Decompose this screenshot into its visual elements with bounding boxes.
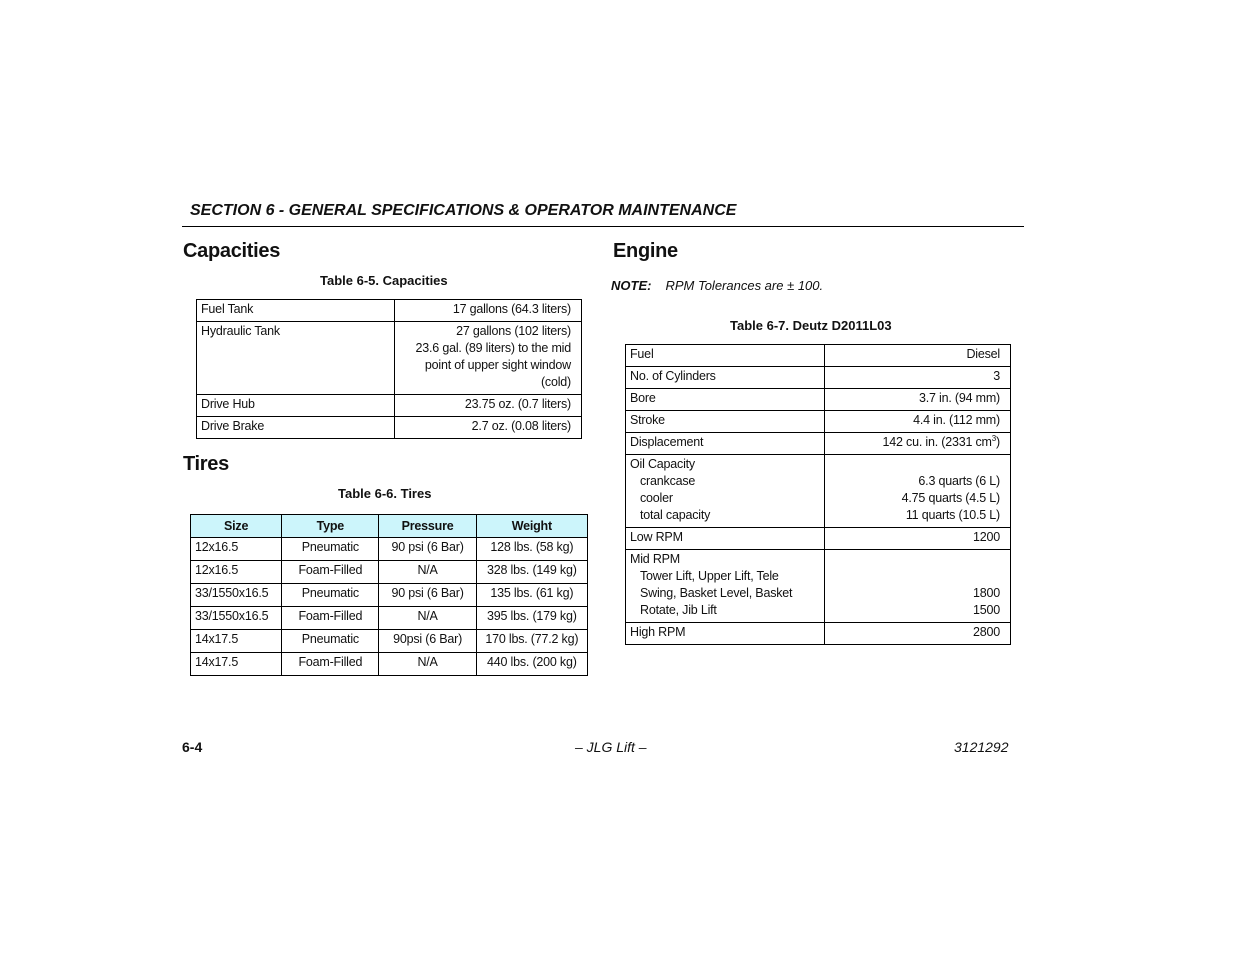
tire-pressure: 90 psi (6 Bar) xyxy=(379,584,476,607)
oil-item-label: total capacity xyxy=(640,508,711,522)
engine-spec-value xyxy=(824,550,1010,623)
table-row xyxy=(626,528,1011,550)
column-header-type: Type xyxy=(282,515,379,538)
table-row xyxy=(191,630,588,653)
mid-rpm-line: Swing, Basket Level, Basket xyxy=(640,586,793,600)
table-row xyxy=(191,653,588,676)
table-row xyxy=(191,607,588,630)
capacity-value: 17 gallons (64.3 liters) xyxy=(395,300,582,322)
tire-pressure: 90 psi (6 Bar) xyxy=(379,538,476,561)
tire-size: 33/1550x16.5 xyxy=(191,584,282,607)
engine-spec-label: Displacement xyxy=(626,433,825,455)
tire-type: Foam-Filled xyxy=(282,561,379,584)
column-header-weight: Weight xyxy=(476,515,587,538)
capacity-value xyxy=(395,322,582,395)
table-row xyxy=(197,417,582,439)
engine-spec-value xyxy=(824,455,1010,528)
engine-spec-label xyxy=(626,550,825,623)
capacity-value-line: 27 gallons (102 liters) xyxy=(456,324,571,338)
engine-spec-label: Bore xyxy=(626,389,825,411)
table-row xyxy=(626,345,1011,367)
mid-rpm-label: Mid RPM xyxy=(630,552,680,566)
table-row xyxy=(197,395,582,417)
engine-table xyxy=(625,344,1011,645)
capacities-table xyxy=(196,299,582,439)
table-row xyxy=(191,584,588,607)
displacement-suffix: ) xyxy=(996,435,1000,449)
capacity-label: Fuel Tank xyxy=(197,300,395,322)
tire-size: 14x17.5 xyxy=(191,653,282,676)
page-number: 6-4 xyxy=(182,739,203,755)
engine-spec-label: High RPM xyxy=(626,623,825,645)
table-row xyxy=(191,538,588,561)
tire-weight: 328 lbs. (149 kg) xyxy=(476,561,587,584)
tire-size: 12x16.5 xyxy=(191,538,282,561)
table-row xyxy=(191,561,588,584)
capacity-value: 23.75 oz. (0.7 liters) xyxy=(395,395,582,417)
engine-heading: Engine xyxy=(613,240,678,262)
tire-size: 12x16.5 xyxy=(191,561,282,584)
engine-spec-value: 2800 xyxy=(824,623,1010,645)
engine-spec-value: 4.4 in. (112 mm) xyxy=(824,411,1010,433)
capacities-caption: Table 6-5. Capacities xyxy=(320,273,448,288)
section-title: SECTION 6 - GENERAL SPECIFICATIONS & OPERATOR MAINTENANCE xyxy=(190,202,737,219)
table-row xyxy=(626,623,1011,645)
capacities-heading: Capacities xyxy=(183,240,281,262)
table-row xyxy=(626,455,1011,528)
mid-rpm-value: 1800 xyxy=(972,586,1000,600)
tire-type: Foam-Filled xyxy=(282,653,379,676)
tire-pressure: 90psi (6 Bar) xyxy=(379,630,476,653)
engine-caption: Table 6-7. Deutz D2011L03 xyxy=(730,318,892,333)
capacity-value: 2.7 oz. (0.08 liters) xyxy=(395,417,582,439)
tire-type: Pneumatic xyxy=(282,538,379,561)
oil-capacity-label: Oil Capacity xyxy=(630,457,695,471)
oil-item-value: 4.75 quarts (4.5 L) xyxy=(901,491,1000,505)
table-row xyxy=(197,322,582,395)
tire-pressure: N/A xyxy=(379,653,476,676)
tires-table xyxy=(190,514,588,676)
engine-spec-label: Stroke xyxy=(626,411,825,433)
tire-size: 14x17.5 xyxy=(191,630,282,653)
oil-item-label: crankcase xyxy=(640,474,696,488)
table-row xyxy=(626,550,1011,623)
mid-rpm-line: Rotate, Jib Lift xyxy=(640,603,717,617)
capacity-label: Drive Hub xyxy=(197,395,395,417)
capacity-value-line: (cold) xyxy=(540,375,571,389)
tires-heading: Tires xyxy=(183,453,229,475)
tire-pressure: N/A xyxy=(379,607,476,630)
column-header-pressure: Pressure xyxy=(379,515,476,538)
capacity-value-line: point of upper sight window xyxy=(424,358,571,372)
tire-weight: 128 lbs. (58 kg) xyxy=(476,538,587,561)
engine-spec-label xyxy=(626,455,825,528)
oil-item-value: 6.3 quarts (6 L) xyxy=(918,474,1000,488)
engine-spec-label: Low RPM xyxy=(626,528,825,550)
engine-spec-label: Fuel xyxy=(626,345,825,367)
tire-size: 33/1550x16.5 xyxy=(191,607,282,630)
tire-weight: 440 lbs. (200 kg) xyxy=(476,653,587,676)
oil-item-label: cooler xyxy=(640,491,673,505)
engine-spec-label: No. of Cylinders xyxy=(626,367,825,389)
tire-weight: 135 lbs. (61 kg) xyxy=(476,584,587,607)
table-row xyxy=(626,389,1011,411)
mid-rpm-line: Tower Lift, Upper Lift, Tele xyxy=(640,569,779,583)
tire-weight: 395 lbs. (179 kg) xyxy=(476,607,587,630)
table-row xyxy=(197,300,582,322)
tire-type: Foam-Filled xyxy=(282,607,379,630)
header-divider xyxy=(182,226,1024,227)
tire-type: Pneumatic xyxy=(282,630,379,653)
note-label: NOTE: xyxy=(611,278,652,293)
engine-spec-value: Diesel xyxy=(824,345,1010,367)
table-header-row xyxy=(191,515,588,538)
oil-item-value: 11 quarts (10.5 L) xyxy=(905,508,1000,522)
mid-rpm-value: 1500 xyxy=(972,603,1000,617)
engine-spec-value: 3.7 in. (94 mm) xyxy=(824,389,1010,411)
footer-center-text: – JLG Lift – xyxy=(575,739,647,755)
note-text: RPM Tolerances are ± 100. xyxy=(665,278,824,293)
tire-weight: 170 lbs. (77.2 kg) xyxy=(476,630,587,653)
table-row xyxy=(626,411,1011,433)
document-number: 3121292 xyxy=(954,739,1009,755)
table-row xyxy=(626,367,1011,389)
engine-spec-value xyxy=(824,433,1010,455)
tire-pressure: N/A xyxy=(379,561,476,584)
engine-spec-value: 3 xyxy=(824,367,1010,389)
table-row xyxy=(626,433,1011,455)
tires-caption: Table 6-6. Tires xyxy=(338,486,432,501)
engine-note xyxy=(611,278,823,293)
column-header-size: Size xyxy=(191,515,282,538)
displacement-value: 142 cu. in. (2331 cm xyxy=(882,435,992,449)
capacity-value-line: 23.6 gal. (89 liters) to the mid xyxy=(415,341,571,355)
capacity-label: Drive Brake xyxy=(197,417,395,439)
engine-spec-value: 1200 xyxy=(824,528,1010,550)
capacity-label: Hydraulic Tank xyxy=(197,322,395,395)
displacement-superscript: 3 xyxy=(991,433,997,443)
tire-type: Pneumatic xyxy=(282,584,379,607)
